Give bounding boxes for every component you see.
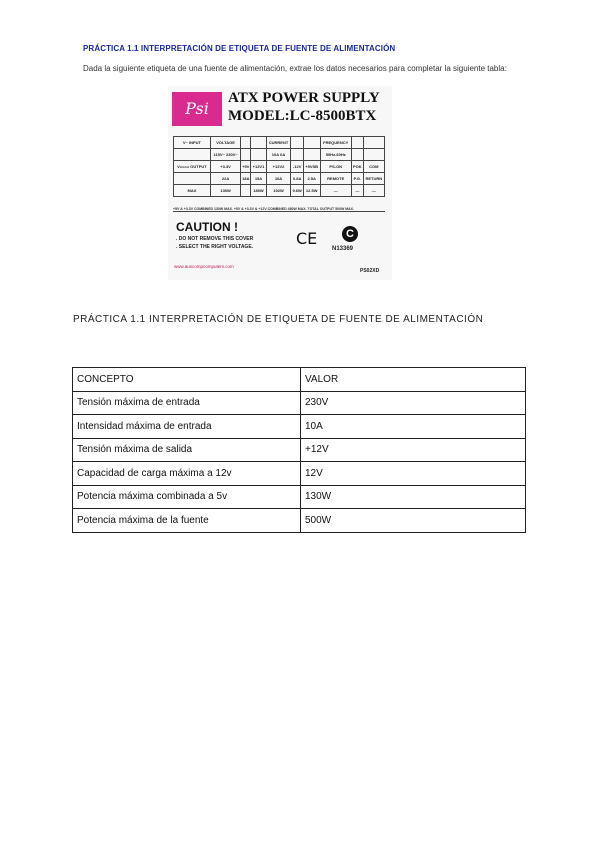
spec-row — [174, 149, 385, 161]
spec-cell: REMOTE — [320, 173, 351, 185]
spec-cell — [174, 149, 211, 161]
table-row — [73, 462, 526, 486]
spec-cell: 18A — [241, 173, 251, 185]
spec-cell: 15A — [251, 173, 266, 185]
table-header-row — [73, 368, 526, 392]
spec-table — [173, 136, 385, 197]
table-row — [73, 485, 526, 509]
spec-cell: +3.3V — [210, 161, 240, 173]
spec-cell — [363, 149, 384, 161]
spec-cell: FREQUENCY — [320, 137, 351, 149]
spec-cell: RETURN — [363, 173, 384, 185]
spec-cell: 50Hz-60Hz — [320, 149, 351, 161]
c-tick-mark-icon: C — [342, 226, 358, 242]
spec-cell — [351, 137, 363, 149]
spec-row — [174, 173, 385, 185]
spec-cell — [251, 149, 266, 161]
answers-table — [72, 367, 526, 533]
spec-cell: -12V — [291, 161, 303, 173]
spec-cell — [291, 149, 303, 161]
concept-cell: Tensión máxima de salida — [73, 438, 301, 462]
spec-cell: 22A — [210, 173, 240, 185]
spec-cell — [241, 149, 251, 161]
caution-title: CAUTION ! — [176, 220, 238, 234]
spec-cell: V==== OUTPUT — [174, 161, 211, 173]
concept-cell: Potencia máxima de la fuente — [73, 509, 301, 533]
spec-cell: POK — [351, 161, 363, 173]
label-title: ATX POWER SUPPLY — [228, 90, 380, 106]
spec-cell: VOLTAGE — [210, 137, 240, 149]
header-valor: VALOR — [301, 368, 526, 392]
spec-cell — [303, 137, 320, 149]
table-row — [73, 509, 526, 533]
spec-cell: 16A — [266, 173, 291, 185]
psi-logo: Psi — [172, 92, 222, 126]
combined-note: +5V & +3.3V COMBINED 130W MAX. +5V & +3.3V & +12V COMBINED 480W MAX. TOTAL OUTPUT 500W MAX. — [173, 207, 385, 212]
spec-cell: — — [320, 185, 351, 197]
spec-cell: P.G. — [351, 173, 363, 185]
label-model: MODEL:LC-8500BTX — [228, 108, 377, 124]
spec-cell: PS-ON — [320, 161, 351, 173]
intro-paragraph: Dada la siguiente etiqueta de una fuente de alimentación, extrae los datos necesarios para completar la siguiente tabla: — [83, 64, 507, 73]
table-row — [73, 438, 526, 462]
value-cell: +12V — [301, 438, 526, 462]
spec-cell — [251, 137, 266, 149]
spec-cell: +5VSB — [303, 161, 320, 173]
value-cell: 130W — [301, 485, 526, 509]
header-concepto: CONCEPTO — [73, 368, 301, 392]
spec-cell — [351, 149, 363, 161]
concept-cell: Potencia máxima combinada a 5v — [73, 485, 301, 509]
table-row — [73, 391, 526, 415]
value-cell: 500W — [301, 509, 526, 533]
spec-cell: +5V — [241, 161, 251, 173]
power-supply-label-image — [168, 86, 392, 280]
caution-line-1: . DO NOT REMOVE THIS COVER — [176, 236, 254, 242]
value-cell: 10A — [301, 415, 526, 439]
spec-cell: 12.5W — [303, 185, 320, 197]
spec-cell: COM — [363, 161, 384, 173]
spec-cell: 0.8A — [291, 173, 303, 185]
spec-cell: +12V1 — [251, 161, 266, 173]
spec-cell: 180W — [251, 185, 266, 197]
product-code: PS02XD — [360, 268, 380, 274]
website: www.auscompcomputers.com — [174, 264, 234, 269]
spec-cell: 115V~ 230V~ — [210, 149, 240, 161]
concept-cell: Intensidad máxima de entrada — [73, 415, 301, 439]
spec-cell — [241, 137, 251, 149]
spec-row — [174, 161, 385, 173]
spec-row — [174, 185, 385, 197]
value-cell: 230V — [301, 391, 526, 415]
cert-number: N13369 — [332, 246, 354, 252]
spec-cell: 10A 6A — [266, 149, 291, 161]
spec-cell: 2.5A — [303, 173, 320, 185]
table-row — [73, 415, 526, 439]
practice-heading: PRÁCTICA 1.1 INTERPRETACIÓN DE ETIQUETA DE FUENTE DE ALIMENTACIÓN — [83, 44, 396, 53]
spec-cell: — — [351, 185, 363, 197]
caution-line-2: . SELECT THE RIGHT VOLTAGE. — [176, 244, 254, 250]
spec-cell: V~ INPUT — [174, 137, 211, 149]
concept-cell: Tensión máxima de entrada — [73, 391, 301, 415]
spec-cell — [174, 173, 211, 185]
spec-cell — [241, 185, 251, 197]
spec-cell — [303, 149, 320, 161]
spec-cell: CURRENT — [266, 137, 291, 149]
spec-cell: 9.6W — [291, 185, 303, 197]
spec-cell: MAX — [174, 185, 211, 197]
concept-cell: Capacidad de carga máxima a 12v — [73, 462, 301, 486]
spec-cell: +12V2 — [266, 161, 291, 173]
spec-cell — [291, 137, 303, 149]
spec-cell: 130W — [210, 185, 240, 197]
spec-row — [174, 137, 385, 149]
spec-cell: 192W — [266, 185, 291, 197]
section-subtitle: PRÁCTICA 1.1 INTERPRETACIÓN DE ETIQUETA DE FUENTE DE ALIMENTACIÓN — [73, 314, 484, 325]
value-cell: 12V — [301, 462, 526, 486]
spec-cell — [363, 137, 384, 149]
spec-cell: — — [363, 185, 384, 197]
ce-mark-icon: CE — [296, 229, 318, 248]
